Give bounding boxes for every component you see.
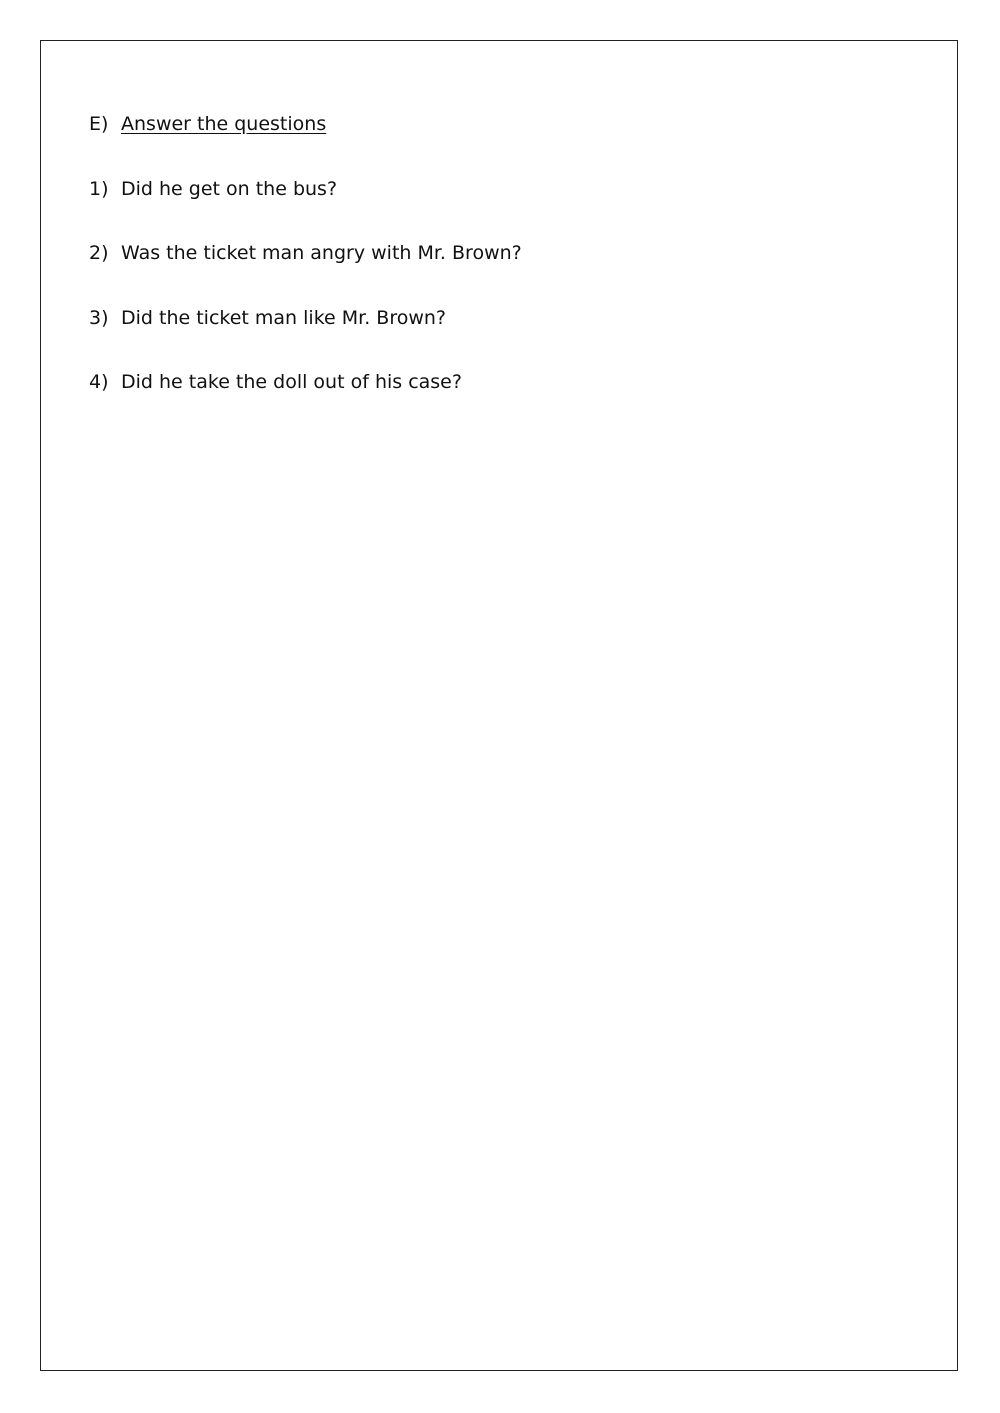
question-text: Did he get on the bus? bbox=[121, 178, 338, 200]
question-number: 2) bbox=[89, 242, 109, 264]
question-item bbox=[89, 241, 522, 265]
question-item bbox=[89, 177, 337, 201]
question-number: 1) bbox=[89, 178, 109, 200]
section-heading bbox=[89, 112, 326, 136]
question-text: Did the ticket man like Mr. Brown? bbox=[121, 307, 447, 329]
worksheet-page-border bbox=[40, 40, 958, 1371]
question-item bbox=[89, 370, 462, 394]
section-title: Answer the questions bbox=[121, 113, 327, 135]
section-marker: E) bbox=[89, 113, 109, 135]
question-item bbox=[89, 306, 446, 330]
question-text: Did he take the doll out of his case? bbox=[121, 371, 462, 393]
question-number: 4) bbox=[89, 371, 109, 393]
question-number: 3) bbox=[89, 307, 109, 329]
question-text: Was the ticket man angry with Mr. Brown? bbox=[121, 242, 522, 264]
